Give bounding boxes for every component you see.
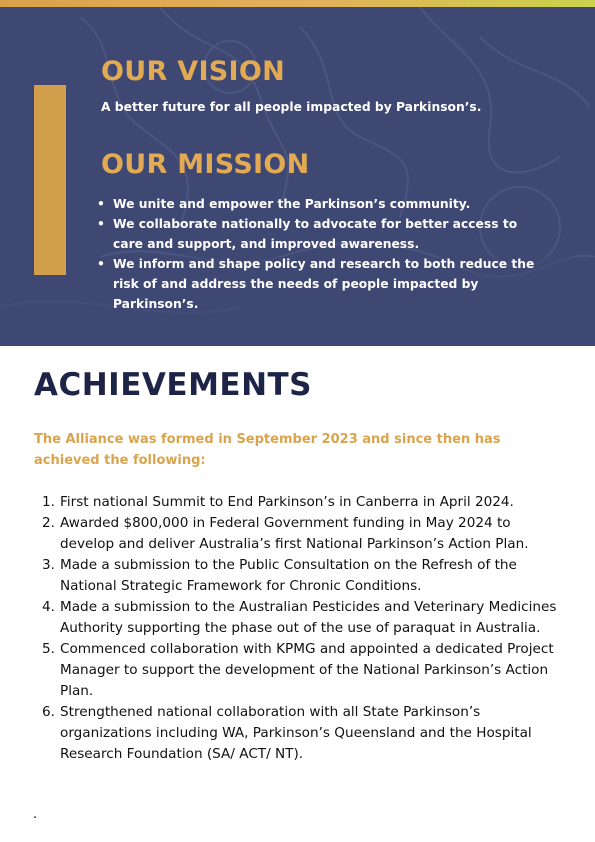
item-text: Strengthened national collaboration with all State Parkinson’s organizations including WA, Parkinson’s Queensland and the Hospital Research Foundation (SA/ ACT/ NT). — [60, 704, 532, 762]
bullet-icon: • — [97, 217, 105, 231]
list-item — [42, 702, 567, 765]
item-number: 4. — [42, 599, 55, 615]
mission-item-text: We unite and empower the Parkinson’s community. — [113, 197, 471, 211]
list-item — [42, 555, 567, 597]
top-accent-strip — [0, 0, 595, 7]
item-number: 6. — [42, 704, 55, 720]
achievements-list — [42, 492, 567, 765]
item-number: 3. — [42, 557, 55, 573]
item-number: 2. — [42, 515, 55, 531]
mission-item — [97, 194, 547, 214]
mission-list — [97, 194, 547, 314]
item-number: 5. — [42, 641, 55, 657]
mission-heading: OUR MISSION — [101, 149, 310, 180]
bullet-icon: • — [97, 197, 105, 211]
item-text: Commenced collaboration with KPMG and appointed a dedicated Project Manager to support the development of the National Parkinson’s Action Plan. — [60, 641, 554, 699]
gold-accent-bar — [34, 85, 66, 275]
vision-mission-panel — [0, 7, 595, 346]
item-text: Awarded $800,000 in Federal Government funding in May 2024 to develop and deliver Australia’s first National Parkinson’s Action Plan. — [60, 515, 529, 552]
achievements-intro: The Alliance was formed in September 2023 and since then has achieved the following: — [34, 432, 501, 468]
achievements-title: ACHIEVEMENTS — [34, 367, 313, 403]
list-item — [42, 597, 567, 639]
item-text: First national Summit to End Parkinson’s in Canberra in April 2024. — [60, 494, 514, 510]
trailing-mark: . — [33, 807, 38, 822]
list-item — [42, 492, 567, 513]
vision-heading: OUR VISION — [101, 56, 286, 87]
item-number: 1. — [42, 494, 55, 510]
mission-item — [97, 214, 547, 254]
item-text: Made a submission to the Public Consultation on the Refresh of the National Strategic Framework for Chronic Conditions. — [60, 557, 517, 594]
bullet-icon: • — [97, 257, 105, 271]
item-text: Made a submission to the Australian Pesticides and Veterinary Medicines Authority supporting the phase out of the use of paraquat in Australia. — [60, 599, 557, 636]
list-item — [42, 639, 567, 702]
mission-item-text: We collaborate nationally to advocate for better access to care and support, and improved awareness. — [113, 217, 518, 251]
mission-item — [97, 254, 547, 314]
vision-statement: A better future for all people impacted by Parkinson’s. — [101, 100, 482, 114]
list-item — [42, 513, 567, 555]
mission-item-text: We inform and shape policy and research to both reduce the risk of and address the needs of people impacted by Parkinson’s. — [113, 257, 535, 311]
